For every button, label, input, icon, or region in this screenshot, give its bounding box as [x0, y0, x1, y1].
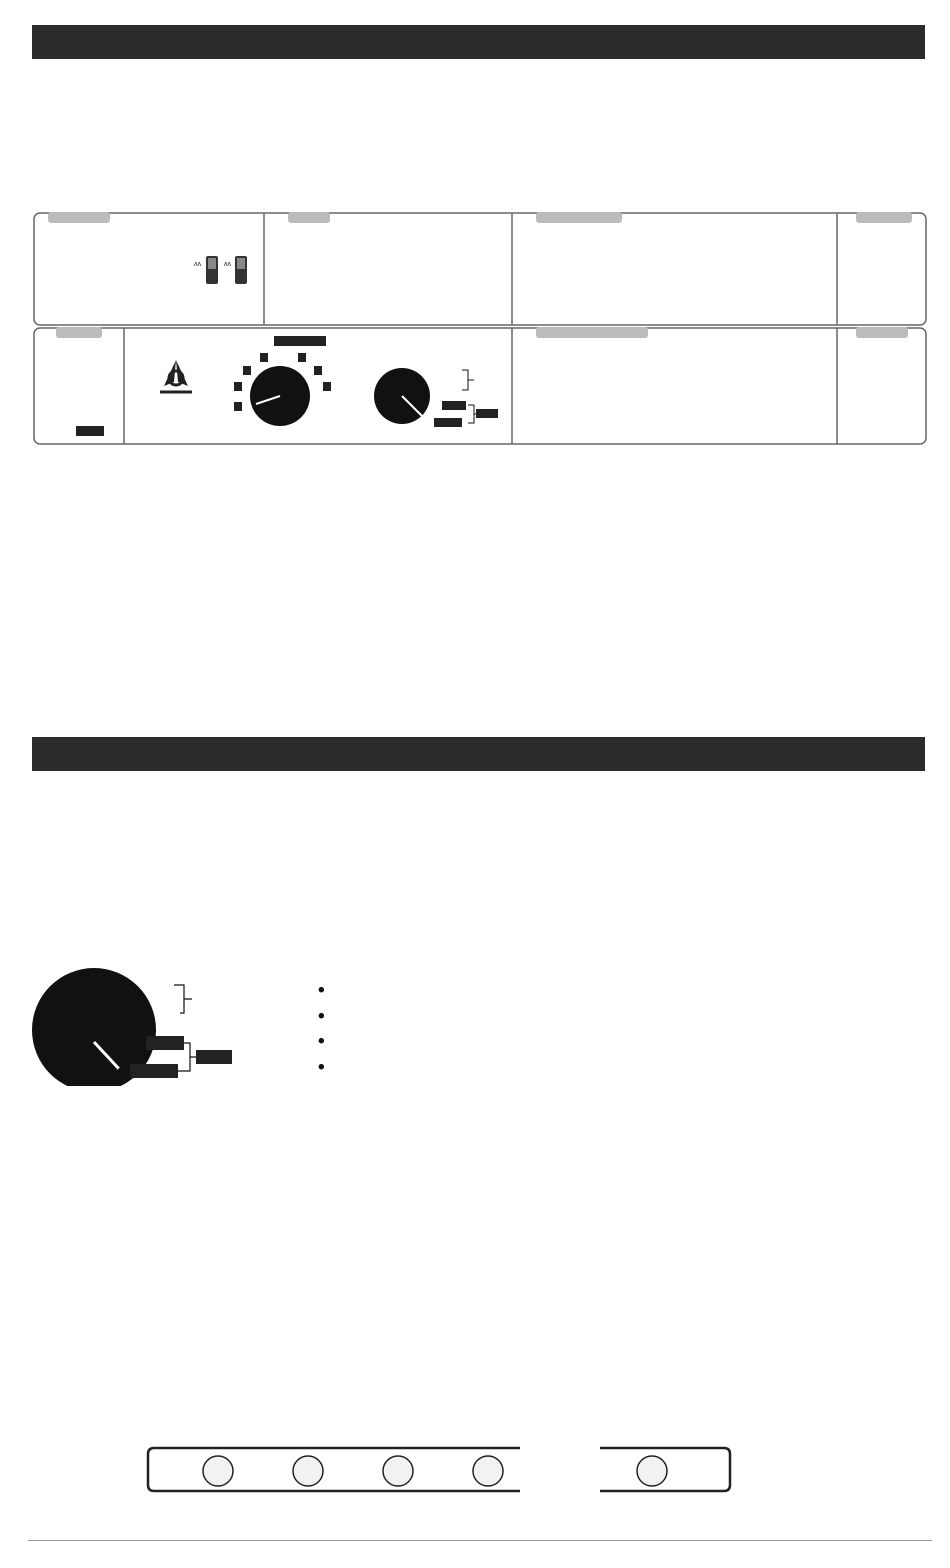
- step-button[interactable]: [637, 1456, 667, 1486]
- step-button[interactable]: [473, 1456, 503, 1486]
- heading-4-2: [32, 1150, 44, 1176]
- step-button[interactable]: [293, 1456, 323, 1486]
- list-item: [318, 978, 370, 1004]
- list-item: [318, 1055, 370, 1081]
- svg-text:ᴧᴧ: ᴧᴧ: [194, 261, 201, 268]
- synth-panel-diagram: [32, 210, 928, 448]
- primary-modes-list: [318, 978, 370, 1080]
- step-button[interactable]: [383, 1456, 413, 1486]
- heading-3-1: [32, 86, 48, 118]
- avalon-logo-icon: [160, 360, 192, 392]
- sub-main-switches: [194, 256, 247, 284]
- mode-switch-diagram: [28, 946, 258, 1086]
- step-button[interactable]: [203, 1456, 233, 1486]
- footer-divider: [28, 1540, 932, 1541]
- list-item: [318, 1029, 370, 1055]
- svg-text:ᴧᴧ: ᴧᴧ: [224, 261, 231, 268]
- list-item: [318, 1004, 370, 1030]
- section-header-3: [32, 25, 925, 59]
- heading-4-1: [32, 811, 44, 837]
- section-header-4: [32, 737, 925, 771]
- heading-4-2-1: [32, 1275, 38, 1298]
- step-buttons-diagram: [70, 1444, 740, 1498]
